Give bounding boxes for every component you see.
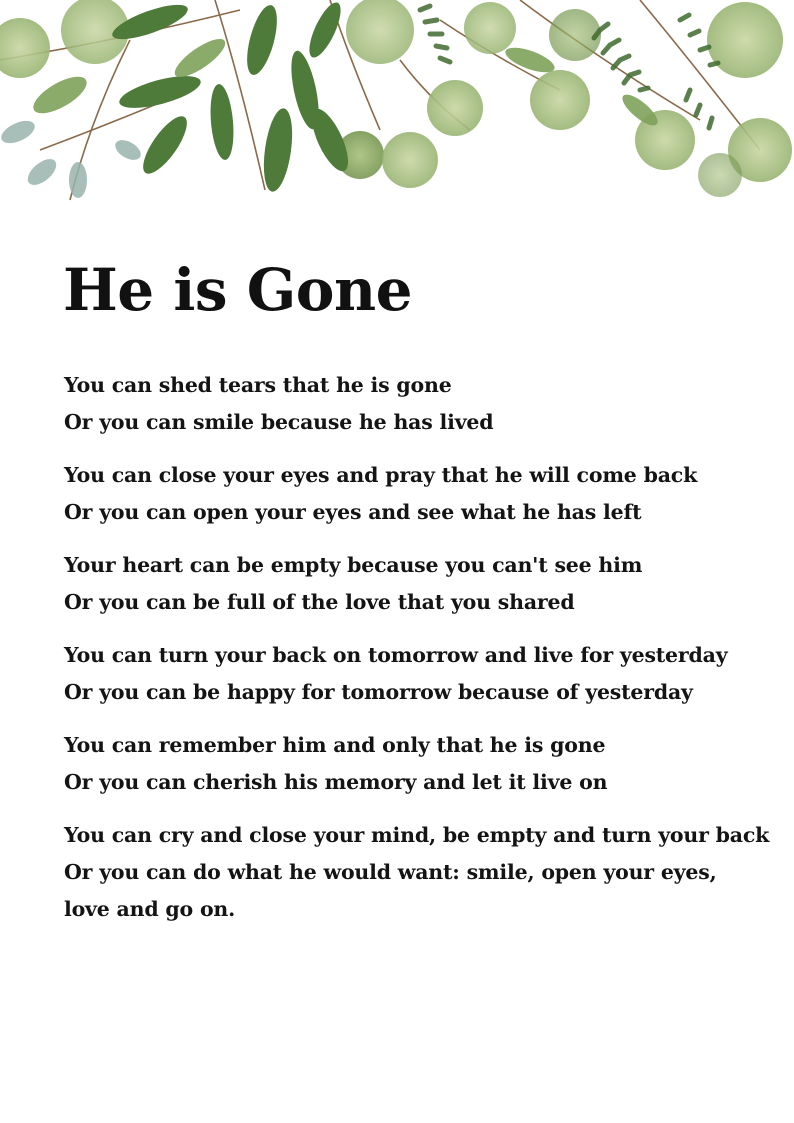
poem-line: Or you can smile because he has lived [64,410,494,434]
poem-line: Or you can cherish his memory and let it live on [64,770,608,794]
stanza [64,547,754,621]
eucalyptus-foliage-icon [0,0,794,215]
poem-line: You can cry and close your mind, be empty and turn your back [64,823,770,847]
stanza [64,457,754,531]
poem-line: Or you can be full of the love that you shared [64,590,575,614]
poem-line: Or you can open your eyes and see what he has left [64,500,642,524]
stanza [64,727,754,801]
stanza [64,817,770,928]
poem-line: Or you can do what he would want: smile, open your eyes, love and go on. [64,860,717,921]
poem-line: You can shed tears that he is gone [64,373,452,397]
poem-line: You can remember him and only that he is gone [64,733,606,757]
poem-body [64,367,770,944]
poem-line: Your heart can be empty because you can't see him [64,553,643,577]
stanza [64,637,754,711]
page-title: He is Gone [63,256,413,324]
poem-line: You can turn your back on tomorrow and live for yesterday [64,643,728,667]
poem-line: You can close your eyes and pray that he will come back [64,463,698,487]
poem-line: Or you can be happy for tomorrow because of yesterday [64,680,693,704]
stanza [64,367,754,441]
